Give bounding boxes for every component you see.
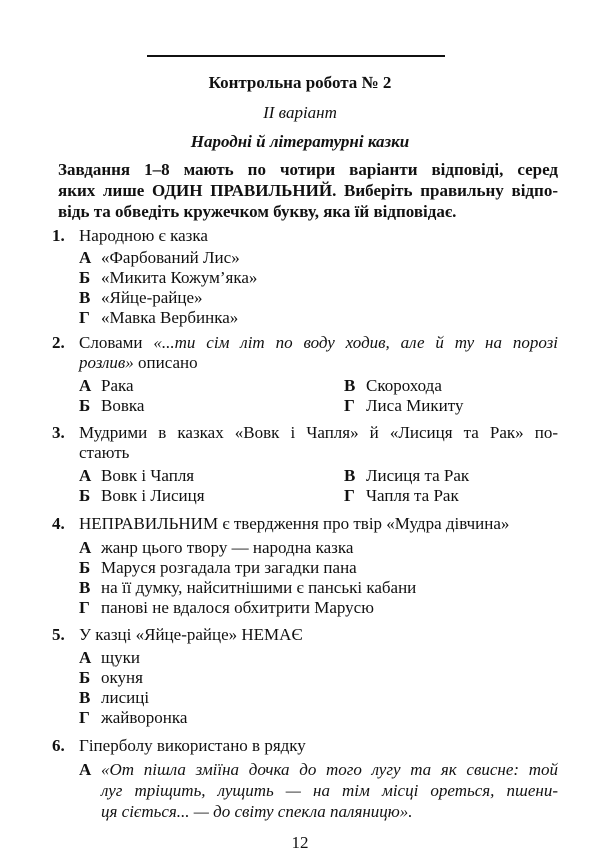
question-text: У казці «Яйце-райце» НЕМАЄ [79,625,303,644]
question-text-line-2 [79,353,198,373]
option-text: жанр цього твору — народна казка [101,538,354,557]
question-text-line-2: стають [79,443,130,462]
topic-title: Народні й літературні казки [190,132,410,151]
option-text: жайворонка [101,708,188,727]
question-quote-end: розлив» [79,353,134,372]
option-text: Лиса Микиту [366,396,464,415]
option-letter[interactable]: А [79,466,92,485]
option-text: Скорохода [366,376,442,395]
option-text: Чапля та Рак [366,486,459,505]
option-text-line-3: ця сіється... — до світу спекла паляницю». [101,802,413,821]
option-text: на її думку, найситнішими є панські кабани [101,578,417,597]
question-text-suffix: описано [138,353,198,372]
variant-label: ІІ варіант [263,103,337,122]
option-text-line-1: «От пішла зміїна дочка до того лугу та як свисне: той [101,760,558,779]
option-text: «Фарбований Лис» [101,248,240,267]
question-text: Народною є казка [79,226,208,245]
page-title: Контрольна робота № 2 [208,73,392,92]
option-letter[interactable]: В [344,466,356,485]
option-text: «Мавка Вербинка» [101,308,239,327]
option-letter[interactable]: Г [344,486,355,505]
question-text-line-1 [79,333,558,353]
option-letter[interactable]: Б [79,396,91,415]
option-text: щуки [101,648,140,667]
option-letter[interactable]: А [79,248,92,267]
option-letter[interactable]: Г [79,308,90,327]
option-letter[interactable]: Г [79,598,90,617]
option-text: Рака [101,376,134,395]
question-number: 5. [52,625,65,644]
option-letter[interactable]: Б [79,486,91,505]
option-text: лисиці [101,688,150,707]
question-text: НЕПРАВИЛЬНИМ є твердження про твір «Мудра дівчина» [79,514,510,533]
option-letter[interactable]: В [79,288,91,307]
option-letter[interactable]: Б [79,558,91,577]
option-text-line-2: луг тріщить, лущить — на тім місці ореться, пшени- [101,781,558,800]
option-letter[interactable]: В [344,376,356,395]
option-text: Вовк і Чапля [101,466,195,485]
question-text: Гіперболу використано в рядку [79,736,306,755]
question-number: 2. [52,333,65,352]
option-letter[interactable]: Б [79,668,91,687]
option-letter[interactable]: А [79,760,92,779]
question-number: 6. [52,736,65,755]
question-quote: «...ти сім літ по воду ходив, але й ту на порозі [153,333,558,352]
instructions-line-1: Завдання 1–8 мають по чотири варіанти відповіді, серед [58,160,558,179]
option-letter[interactable]: А [79,538,92,557]
question-number: 3. [52,423,65,442]
question-text-line-1: Мудрими в казках «Вовк і Чапля» й «Лисиця та Рак» по- [79,423,558,442]
option-letter[interactable]: Г [344,396,355,415]
option-letter[interactable]: А [79,376,92,395]
option-text: Вовка [101,396,145,415]
option-text: окуня [101,668,143,687]
option-text: Вовк і Лисиця [101,486,205,505]
option-letter[interactable]: В [79,578,91,597]
instructions-line-3: відь та обведіть кружечком букву, яка їй відповідає. [58,202,457,221]
question-number: 4. [52,514,65,533]
question-text-prefix: Словами [79,333,143,352]
option-letter[interactable]: В [79,688,91,707]
option-text: Маруся розгадала три загадки пана [101,558,357,577]
option-letter[interactable]: Г [79,708,90,727]
top-rule [147,55,445,57]
option-text: «Микита Кожум’яка» [101,268,258,287]
page-number: 12 [291,833,309,852]
instructions-line-2: яких лише ОДИН ПРАВИЛЬНИЙ. Виберіть правильну відпо- [58,181,558,200]
option-letter[interactable]: А [79,648,92,667]
option-text: панові не вдалося обхитрити Марусю [101,598,374,617]
question-number: 1. [52,226,65,245]
option-text: «Яйце-райце» [101,288,203,307]
option-letter[interactable]: Б [79,268,91,287]
option-text: Лисиця та Рак [366,466,470,485]
